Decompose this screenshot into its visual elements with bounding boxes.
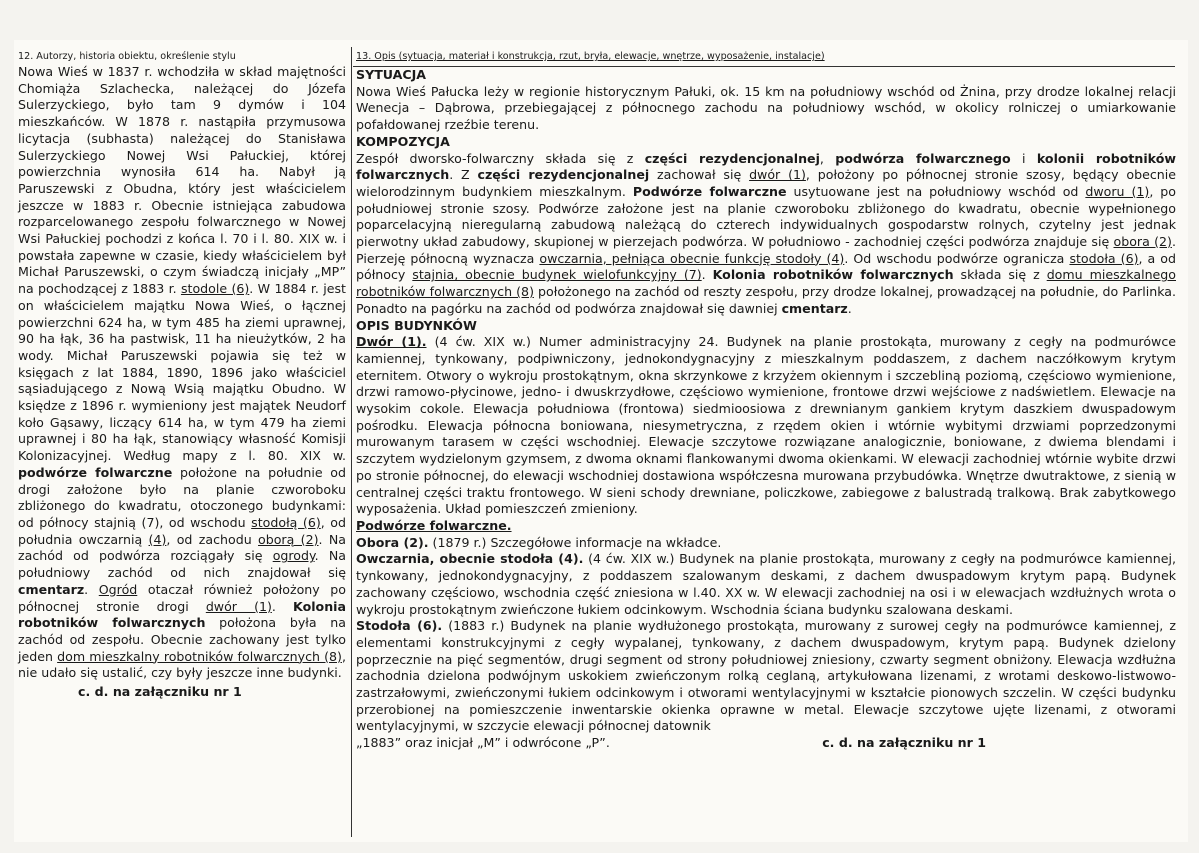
stodola-text: Stodoła (6). (1883 r.) Budynek na planie wydłużonego prostokąta, murowany z surowej cegły na podmurówce kamiennej, z elementami konstrukcyjnymi z cegły wypalanej, tynkowany, z dachem dwuspadowym, krytym papą. Budynek dzielony poprzecznie na pięć segmentów, drugi segment od strony południowej zniesiony, czwarty segment obniżony. Elewacja wzdłużna zachodnia dzielona podwójnym uskokiem zwieńczonym rolką ceglaną, artykułowana lizenami, z wrotami deskowo-listwowo-zastrzałowymi, zwieńczonymi łukiem odcinkowym i otworami wentylacyjnymi w kształcie pionowych szczelin. W części budynku przerobionej na pomieszczenie inwentarskie okienka oprawne w metal. Elewacje szczytowe ujęte lizenami, z otworami wentylacyjnymi, w szczycie elewacji północnej datownik [356, 618, 1176, 734]
history-header: 12. Autorzy, historia obiektu, określenie stylu [18, 51, 236, 62]
dwor-text: Dwór (1). (4 ćw. XIX w.) Numer administracyjny 24. Budynek na planie prostokąta, murowany z cegły na podmurówce kamiennej, tynkowany, podpiwniczony, jednokondygnacyjny z mieszkalnym poddaszem, z dachem naczółkowym krytym eternitem. Otwory o wykroju prostokątnym, okna skrzynkowe z krzyżem okiennym i szczebliną poziomą, częściowo wymienione, drzwi ramowo-płycinowe, jedno- i dwuskrzydłowe, częściowo wymienione, frontowe drzwi wejściowe z nadświetlem. Elewacje na wysokim cokole. Elewacja południowa (frontowa) siedmioosiowa z drewnianym gankiem krytym daszkiem dwuspadowym pośrodku. Elewacja północna boniowana, niesymetryczna, z rzędem okien i wtórnie wybitymi drzwiami poprzedzonymi murowanym tarasem w części wschodniej. Elewacje szczytowe rozwiązane analogicznie, boniowane, z dwiema blendami i szczytem wydzielonym gzymsem, z dwoma oknami flankowanymi dwoma okienkami. W elewacji zachodniej wtórnie wybite drzwi po stronie północnej, do elewacji wschodniej dostawiona współczesna murowana przybudówka. Wnętrze dwutraktowe, z sienią w centralnej części traktu frontowego. W sieni schody drewniane, policzkowe, zabiegowe z balustradą tralkową. Brak zabytkowego wyposażenia. Układ pomieszczeń zmieniony. [356, 334, 1176, 517]
description-continued-note: c. d. na załączniku nr 1 [822, 735, 986, 751]
section-heading-opis: OPIS BUDYNKÓW [356, 317, 477, 333]
description-header: 13. Opis (sytuacja, materiał i konstrukcja, rzut, bryła, elewacje, wnętrze, wyposażenie, instalacje) [356, 51, 825, 62]
kompozycja-text: Zespół dworsko-folwarczny składa się z części rezydencjonalnej, podwórza folwarcznego i kolonii robotników folwarcznych. Z części rezydencjonalnej zachował się dwór (1), położony po północnej stronie szosy, będący obecnie wielorodzinnym budynkiem mieszkalnym. Podwórze folwarczne usytuowane jest na południowy wschód od dworu (1), po południowej stronie szosy. Podwórze założone jest na planie czworoboku zbliżonego do kwadratu, obecnie wypełnionego poparcelacyjną nieregularną zabudową należącą do czterech indywidualnych gospodarstw rolnych, czytelny jest jednak pierwotny układ zabudowy, skupionej w pierzejach podwórza. W południowo - zachodniej części podwórza znajduje się obora (2). Pierzeję północną wyznacza owczarnia, pełniąca obecnie funkcję stodoły (4). Od wschodu podwórze ogranicza stodoła (6), a od północy stajnia, obecnie budynek wielofunkcyjny (7). Kolonia robotników folwarcznych składa się z domu mieszkalnego robotników folwarcznych (8) położonego na zachód od reszty zespołu, przy drodze lokalnej, prowadzącej na południe, do Parlinka. Ponadto na pagórku na zachód od podwórza znajdował się dawniej cmentarz. [356, 150, 1177, 316]
history-continued-note: c. d. na załączniku nr 1 [78, 684, 242, 700]
history-text: Nowa Wieś w 1837 r. wchodziła w skład majętności Chomiąża Szlacheckа, należącej do Józefa Sulerzyckiego, było tam 9 dymów i 104 mieszkańców. W 1878 r. nastąpiła przymusowa licytacja (subhasta) należącej do Stanisława Sulerzyckiego Nowej Wsi Pałuckiej, której powierzchnia wynosiła 614 ha. Nabył ją Paruszewski z Obudna, który jest właścicielem jeszcze w 1883 r. Obecnie istniejąca zabudowa rozparcelowanego zespołu folwarcznego w Nowej Wsi Pałuckiej pochodzi z końca l. 70 i l. 80. XIX w. i powstała zapewne w czasie, kiedy właścicielem był Michał Paruszewski, o czym świadczą inicjały „MP” na pochodzącej z 1883 r. stodole (6). W 1884 r. jest on właścicielem majątku Nowa Wieś, o łącznej powierzchni 624 ha, w tym 485 ha ziemi uprawnej, 90 ha łąk, 36 ha pastwisk, 11 ha nieużytków, 2 ha wody. Michał Paruszewski pojawia się też w księgach z lat 1884, 1890, 1896 jako właściciel sąsiadującego z Nową Wsią majątku Obudno. W księdze z 1896 r. wymieniony jest majątek Neudorf koło Gąsawy, liczący 614 ha, w tym 479 ha ziemi uprawnej i 80 ha łąk, stanowiący własność Komisji Kolonizacyjnej. Według mapy z l. 80. XIX w. podwórze folwarczne położone na południe od drogi założone było na planie czworoboku zbliżonego do kwadratu, otoczonego budynkami: od północy stajnią (7), od wschodu stodołą (6), od południa owczarnią (4), od zachodu oborą (2). Na zachód od podwórza rozciągały się ogrody. Na południowy zachód od nich znajdował się cmentarz. Ogród otaczał również położony po północnej stronie drogi dwór (1). Kolonia robotników folwarcznych położona była na zachód od zespołu. Obecnie zachowany jest tylko jeden dom mieszkalny robotników folwarcznych (8), nie udało się ustalić, czy były jeszcze inne budynki. [18, 64, 346, 681]
podworze-heading: Podwórze folwarczne. [356, 517, 512, 533]
column-divider [351, 47, 352, 837]
obora-text: Obora (2). (1879 r.) Szczegółowe informacje na wkładce. [356, 534, 722, 550]
section-heading-sytuacja: SYTUACJA [356, 67, 427, 82]
history-column [18, 50, 346, 701]
stodola-last-line [356, 735, 1176, 752]
description-column [356, 50, 1176, 752]
stodola-date-text: „1883” oraz inicjał „M” i odwrócone „P”. [356, 735, 610, 751]
owczarnia-text: Owczarnia, obecnie stodoła (4). (4 ćw. XIX w.) Budynek na planie prostokąta, murowany z cegły na podmurówce kamiennej, tynkowany, jednokondygnacyjny, z poddaszem szalowanym deskami, z dachem dwuspadowym krytym papą. Budynek zachowany częściowo, wschodnia część zniesiona w l.40. XX w. W elewacji zachodniej na osi i w elewacjach wzdłużnych wrota o wykroju prostokątnym zwieńczone łukiem odcinkowym. Wschodnia ściana budynku szalowana deskami. [356, 551, 1176, 617]
section-heading-kompozycja: KOMPOZYCJA [356, 133, 450, 149]
sytuacja-text: Nowa Wieś Pałucka leży w regionie historycznym Pałuki, ok. 15 km na południowy wschód od Żnina, przy drodze lokalnej relacji Wenecja – Dąbrowa, przebiegającej z północnego zachodu na południowy wschód, w okolicy rolniczej o umiarkowanie pofałdowanej rzeźbie terenu. [356, 83, 1176, 133]
